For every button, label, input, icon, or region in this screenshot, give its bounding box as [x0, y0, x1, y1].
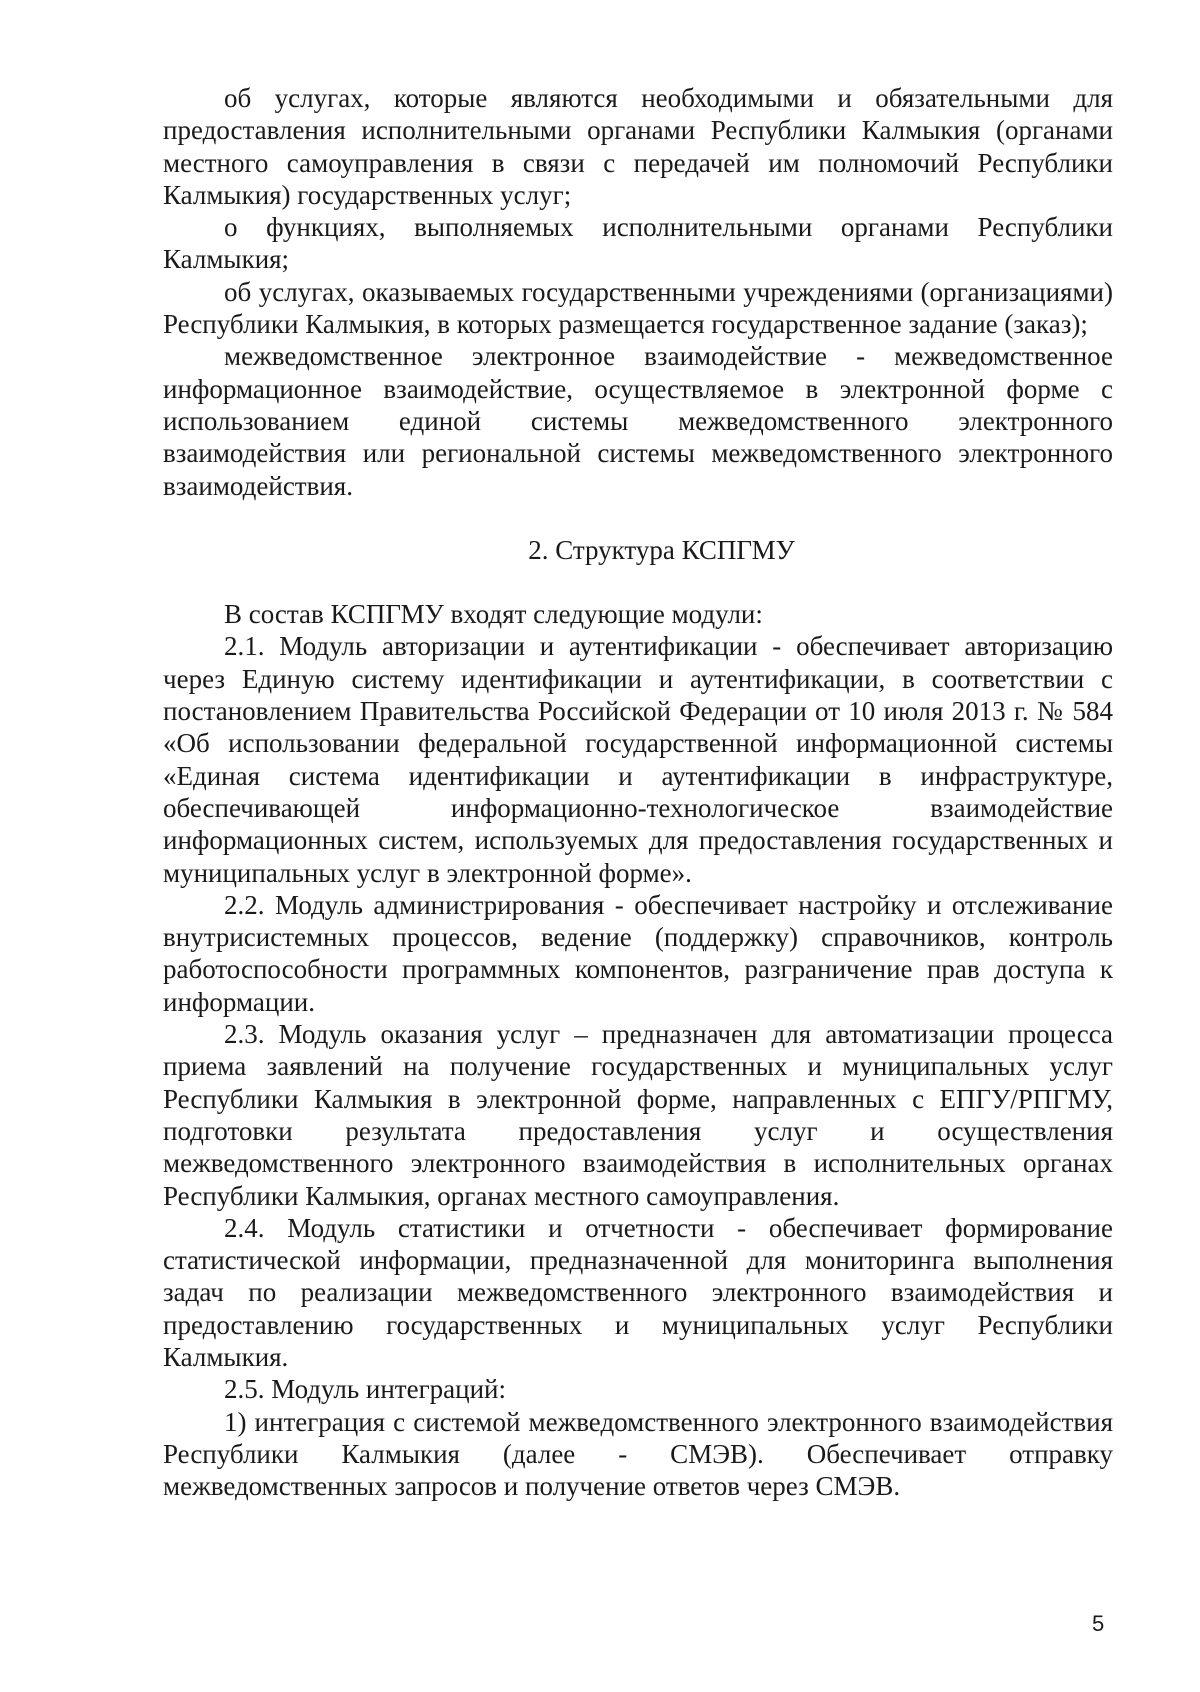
paragraph-integration-smev: 1) интеграция с системой межведомственного электронного взаимодействия Республики Калмыкия (далее - СМЭВ). Обеспечивает отправку межведомственных запросов и получение ответов через СМЭВ.	[163, 1406, 1113, 1502]
paragraph-module-admin: 2.2. Модуль администрирования - обеспечивает настройку и отслеживание внутрисистемных процессов, ведение (поддержку) справочников, контроль работоспособности программных компонентов, разграничение прав доступа к информации.	[163, 889, 1113, 1017]
paragraph-services-required: об услугах, которые являются необходимыми и обязательными для предоставления исполнительными органами Республики Калмыкия (органами местного самоуправления в связи с передачей им полномочий Республики Калмыкия) государственных услуг;	[163, 83, 1113, 210]
page-body	[163, 82, 1113, 1502]
paragraph-module-integrations: 2.5. Модуль интеграций:	[224, 1374, 506, 1405]
spacer	[163, 502, 1113, 534]
paragraph-interagency-definition: межведомственное электронное взаимодействие - межведомственное информационное взаимодействие, осуществляемое в электронной форме с использованием единой системы межведомственного электронного взаимодействия или региональной системы межведомственного электронного взаимодействия.	[163, 341, 1113, 501]
page-number: 5	[1092, 1611, 1105, 1636]
paragraph-functions: о функциях, выполняемых исполнительными органами Республики Калмыкия;	[163, 212, 1113, 275]
paragraph-module-services: 2.3. Модуль оказания услуг – предназначен для автоматизации процесса приема заявлений на получение государственных и муниципальных услуг Республики Калмыкия в электронной форме, направленных с ЕПГУ/РПГМУ, подготовки результата предоставления услуг и осуществления межведомственного электронного взаимодействия в исполнительных органах Республики Калмыкия, органах местного самоуправления.	[163, 1019, 1113, 1211]
paragraph-module-statistics: 2.4. Модуль статистики и отчетности - обеспечивает формирование статистической информации, предназначенной для мониторинга выполнения задач по реализации межведомственного электронного взаимодействия и предоставлению государственных и муниципальных услуг Республики Калмыкия.	[163, 1212, 1113, 1372]
spacer	[163, 566, 1113, 598]
paragraph-module-auth: 2.1. Модуль авторизации и аутентификации - обеспечивает авторизацию через Единую систему идентификации и аутентификации, в соответствии с постановлением Правительства Российской Федерации от 10 июля 2013 г. № 584 «Об использовании федеральной государственной информационной системы «Единая система идентификации и аутентификации в инфраструктуре, обеспечивающей информационно-технологическое взаимодействие информационных систем, используемых для предоставления государственных и муниципальных услуг в электронной форме».	[163, 631, 1113, 888]
section-heading: 2. Структура КСПГМУ	[528, 534, 795, 565]
paragraph-modules-intro: В состав КСПГМУ входят следующие модули:	[224, 599, 763, 630]
paragraph-services-institutions: об услугах, оказываемых государственными учреждениями (организациями) Республики Калмыкия, в которых размещается государственное задание (заказ);	[163, 276, 1113, 340]
